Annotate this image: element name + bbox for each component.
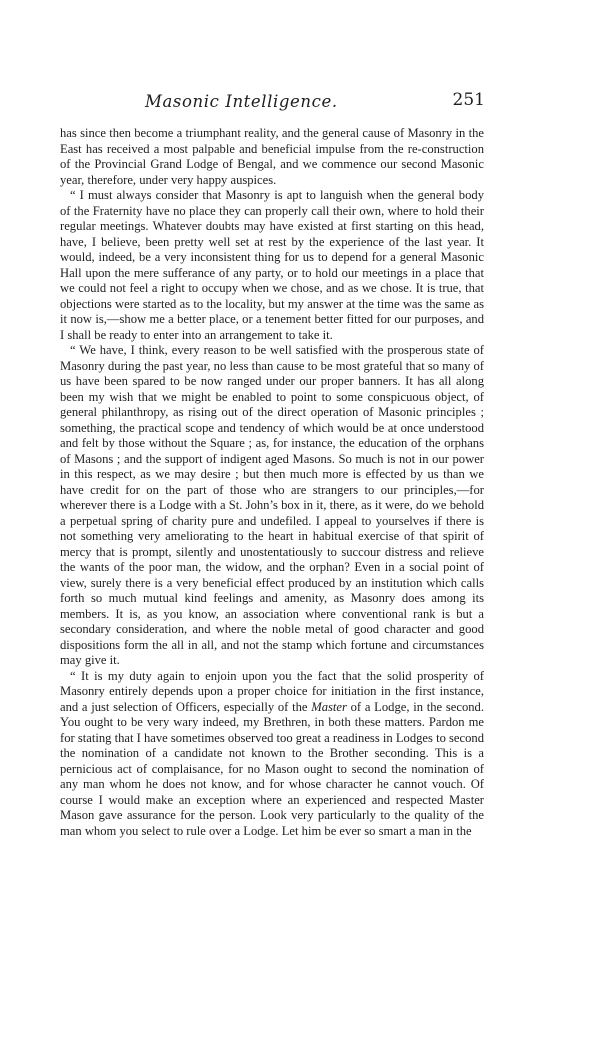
paragraph-2 xyxy=(60,188,484,343)
paragraph-text: “ I must always consider that Masonry is apt to languish when the general body of the Fraternity have no place they can properly call their own, where to hold their regular meetings. Whatever doubts may have existed at first starting on this head, have, I believe, been pretty well set at rest by the experience of the last year. It would, indeed, be a very inconsistent thing for us to depend for a general Masonic Hall upon the mere sufferance of any party, or to hold our meetings in a place that we could not feel a right to occupy when we chose, and as we chose. It is true, that objections were started as to the locality, but my answer at the time was the same as it now is,—show me a better place, or a tenement better fitted for our purposes, and I shall be ready to enter into an arrangement to take it. xyxy=(60,188,484,342)
italic-word-master: Master xyxy=(311,699,347,714)
paragraph-1 xyxy=(60,126,484,188)
paragraph-text: “ We have, I think, every reason to be well satisfied with the prosperous state of Masonry during the past year, no less than cause to be most grateful that so many of us have been spared to be now ranged under our proper banners. It has all along been my wish that we might be enabled to point to some conspicuous object, of general philanthropy, as rising out of the direct operation of Masonic principles ; something, the practical scope and tendency of which would be at once understood and felt by those without the Square ; as, for instance, the education of the orphans of Masons ; and the support of indigent aged Masons. So much is not in our power in this respect, as we may desire ; but then much more is effected by us than we have credit for on the part of those who are strangers to our principles,—for wherever there is a Lodge with a St. John’s box in it, there, as it were, do we behold a perpetual spring of charity pure and undefiled. I appeal to yourselves if there is not something very ameliorating to the heart in habitual exercise of that spirit of mercy that is prompt, silently and unostentatiously to succour distress and relieve the wants of the poor man, the widow, and the orphan? Even in a social point of view, surely there is a very beneficial effect produced by an institution which calls forth so much mutual kind feelings and amenity, as Masonry does among its members. It is, as you know, an association where conventional rank is but a secondary consideration, and where the noble metal of good character and good dispositions form the all in all, and not the stamp which fortune and circumstances may give it. xyxy=(60,343,484,667)
paragraph-3 xyxy=(60,343,484,669)
paragraph-text: of a Lodge, in the second. You ought to be very wary indeed, my Brethren, in both these matters. Pardon me for stating that I have sometimes observed too great a readiness in Lodges to second the nomination of a candidate not known to the Brother seconding. This is a pernicious act of complaisance, for no Mason ought to second the nomination of any man whom he does not know, and for whose character he cannot vouch. Of course I would make an exception where an experienced and respected Master Mason gave assurance for the person. Look very particularly to the quality of the man whom you select to rule over a Lodge. Let him be ever so smart a man in the xyxy=(60,699,484,838)
body-text xyxy=(60,126,484,839)
paragraph-text: “ It is my duty again to enjoin upon you the fact that the solid prosperity of Masonry entirely depends upon a proper choice for initiation in the first instance, and a just selection of Officers, especially of the xyxy=(60,668,484,714)
page-number: 251 xyxy=(452,90,485,110)
running-header xyxy=(60,92,485,116)
paragraph-4 xyxy=(60,669,484,840)
paragraph-text: has since then become a triumphant reality, and the general cause of Masonry in the East has received a most palpable and beneficial impulse from the re-construction of the Provincial Grand Lodge of Bengal, and we commence our second Masonic year, therefore, under very happy auspices. xyxy=(60,126,484,187)
running-title: Masonic Intelligence. xyxy=(145,92,338,111)
